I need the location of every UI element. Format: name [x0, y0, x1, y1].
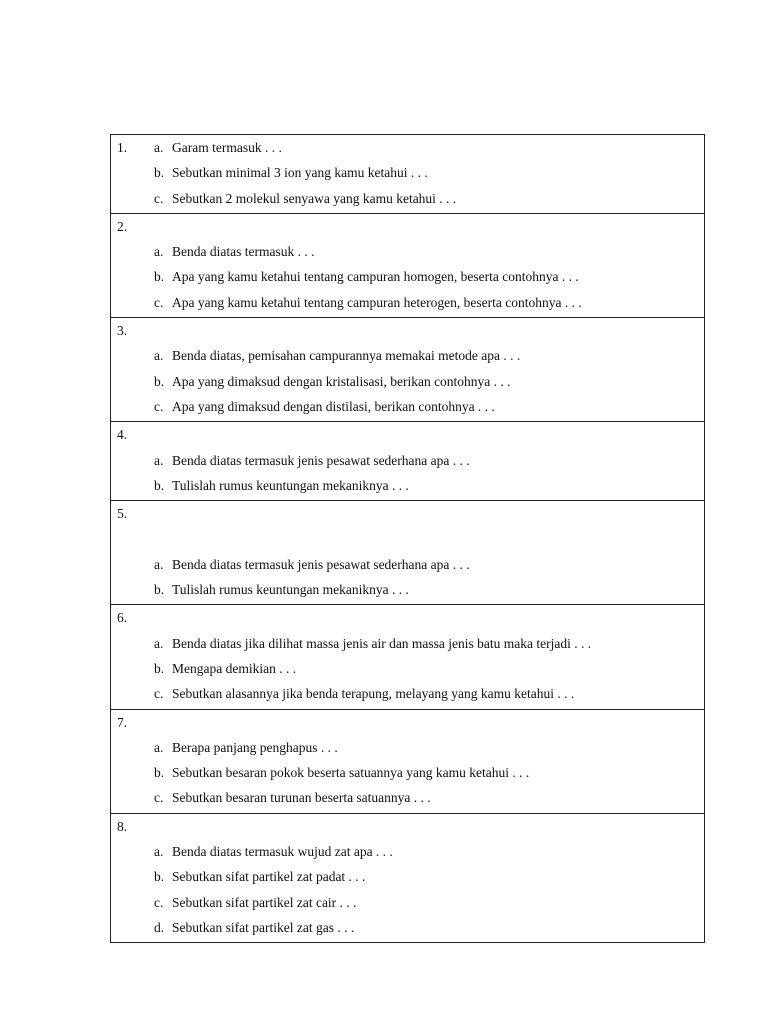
question-table	[110, 134, 705, 943]
sub-question-list	[111, 735, 704, 813]
question-number: 3.	[117, 323, 128, 339]
sub-question-text: Benda diatas termasuk . . .	[172, 244, 315, 260]
sub-question-letter: a.	[154, 452, 164, 468]
sub-question-letter: b.	[154, 765, 165, 781]
sub-question-letter: b.	[154, 660, 165, 676]
sub-question-letter: a.	[154, 635, 164, 651]
sub-question-text: Sebutkan besaran pokok beserta satuannya yang kamu ketahui . . .	[172, 765, 530, 781]
sub-question	[111, 864, 704, 889]
sub-question-letter: a.	[154, 348, 164, 364]
question-number: 1.	[117, 140, 128, 155]
sub-question-text: Apa yang kamu ketahui tentang campuran homogen, beserta contohnya . . .	[172, 269, 579, 285]
sub-question-text: Benda diatas termasuk jenis pesawat sederhana apa . . .	[172, 452, 470, 468]
sub-question	[111, 577, 704, 602]
sub-question	[111, 473, 704, 498]
sub-question	[111, 656, 704, 681]
question-row-8	[111, 813, 704, 942]
sub-question-text: Mengapa demikian . . .	[172, 660, 297, 676]
sub-question-text: Apa yang kamu ketahui tentang campuran heterogen, beserta contohnya . . .	[172, 294, 582, 310]
sub-question-list	[111, 839, 704, 942]
sub-question-letter: c.	[154, 398, 164, 414]
sub-question-text: Benda diatas, pemisahan campurannya memakai metode apa . . .	[172, 348, 521, 364]
sub-question-letter: b.	[154, 373, 165, 389]
question-number: 8.	[117, 818, 128, 834]
sub-question-text: Sebutkan 2 molekul senyawa yang kamu ketahui . . .	[172, 190, 457, 206]
sub-question-text: Benda diatas termasuk jenis pesawat sederhana apa . . .	[172, 556, 470, 572]
sub-question	[111, 760, 704, 785]
question-row-3	[111, 317, 704, 421]
sub-question	[111, 631, 704, 656]
sub-question-text: Sebutkan sifat partikel zat padat . . .	[172, 869, 366, 885]
sub-question-letter: b.	[154, 869, 165, 885]
sub-question-letter: a.	[154, 739, 164, 755]
question-row-4	[111, 421, 704, 500]
sub-question	[111, 448, 704, 473]
sub-question-list	[111, 552, 704, 605]
sub-question	[111, 135, 704, 160]
sub-question-letter: a.	[154, 556, 164, 572]
question-number: 5.	[117, 506, 128, 522]
question-row-7	[111, 709, 704, 813]
sub-question-text: Sebutkan besaran turunan beserta satuannya . . .	[172, 790, 431, 806]
sub-question	[111, 890, 704, 915]
sub-question-letter: b.	[154, 582, 165, 598]
sub-question-letter: c.	[154, 686, 164, 702]
sub-question-letter: b.	[154, 477, 165, 493]
question-number: 4.	[117, 427, 128, 443]
sub-question	[111, 915, 704, 940]
sub-question-letter: a.	[154, 844, 164, 860]
question-number: 2.	[117, 218, 128, 234]
sub-question	[111, 552, 704, 577]
sub-question-text: Benda diatas jika dilihat massa jenis air dan massa jenis batu maka terjadi . . .	[172, 635, 592, 651]
sub-question-text: Apa yang dimaksud dengan kristalisasi, berikan contohnya . . .	[172, 373, 511, 389]
sub-question-list	[111, 631, 704, 709]
sub-question	[111, 735, 704, 760]
sub-question-letter: c.	[154, 790, 164, 806]
question-number: 6.	[117, 610, 128, 626]
sub-question	[111, 343, 704, 368]
sub-question-text: Garam termasuk . . .	[172, 140, 282, 155]
sub-question	[111, 290, 704, 315]
sub-question-letter: c.	[154, 190, 164, 206]
sub-question-text: Benda diatas termasuk wujud zat apa . . .	[172, 844, 393, 860]
sub-question-letter: a.	[154, 244, 164, 260]
sub-question-letter: c.	[154, 294, 164, 310]
sub-question-list	[111, 448, 704, 501]
sub-question	[111, 839, 704, 864]
sub-question	[111, 681, 704, 706]
sub-question-letter: b.	[154, 165, 165, 181]
sub-question-letter: c.	[154, 894, 164, 910]
question-row-5	[111, 500, 704, 604]
sub-question-letter: a.	[154, 140, 164, 155]
sub-question-text: Sebutkan sifat partikel zat cair . . .	[172, 894, 357, 910]
sub-question-text: Apa yang dimaksud dengan distilasi, berikan contohnya . . .	[172, 398, 495, 414]
sub-question-text: Tulislah rumus keuntungan mekaniknya . . .	[172, 477, 409, 493]
sub-question-letter: b.	[154, 269, 165, 285]
sub-question-text: Berapa panjang penghapus . . .	[172, 739, 338, 755]
sub-question-list	[111, 239, 704, 317]
sub-question-letter: d.	[154, 919, 165, 935]
sub-question-list	[111, 135, 704, 213]
question-row-2	[111, 213, 704, 317]
question-row-6	[111, 604, 704, 708]
sub-question	[111, 264, 704, 289]
sub-question	[111, 369, 704, 394]
sub-question	[111, 186, 704, 211]
question-number: 7.	[117, 714, 128, 730]
sub-question-list	[111, 343, 704, 421]
sub-question-text: Sebutkan alasannya jika benda terapung, melayang yang kamu ketahui . . .	[172, 686, 575, 702]
sub-question-text: Sebutkan sifat partikel zat gas . . .	[172, 919, 355, 935]
sub-question	[111, 239, 704, 264]
sub-question	[111, 785, 704, 810]
question-row-1	[111, 135, 704, 213]
sub-question	[111, 394, 704, 419]
sub-question-text: Tulislah rumus keuntungan mekaniknya . . .	[172, 582, 409, 598]
sub-question	[111, 160, 704, 185]
sub-question-text: Sebutkan minimal 3 ion yang kamu ketahui . . .	[172, 165, 428, 181]
